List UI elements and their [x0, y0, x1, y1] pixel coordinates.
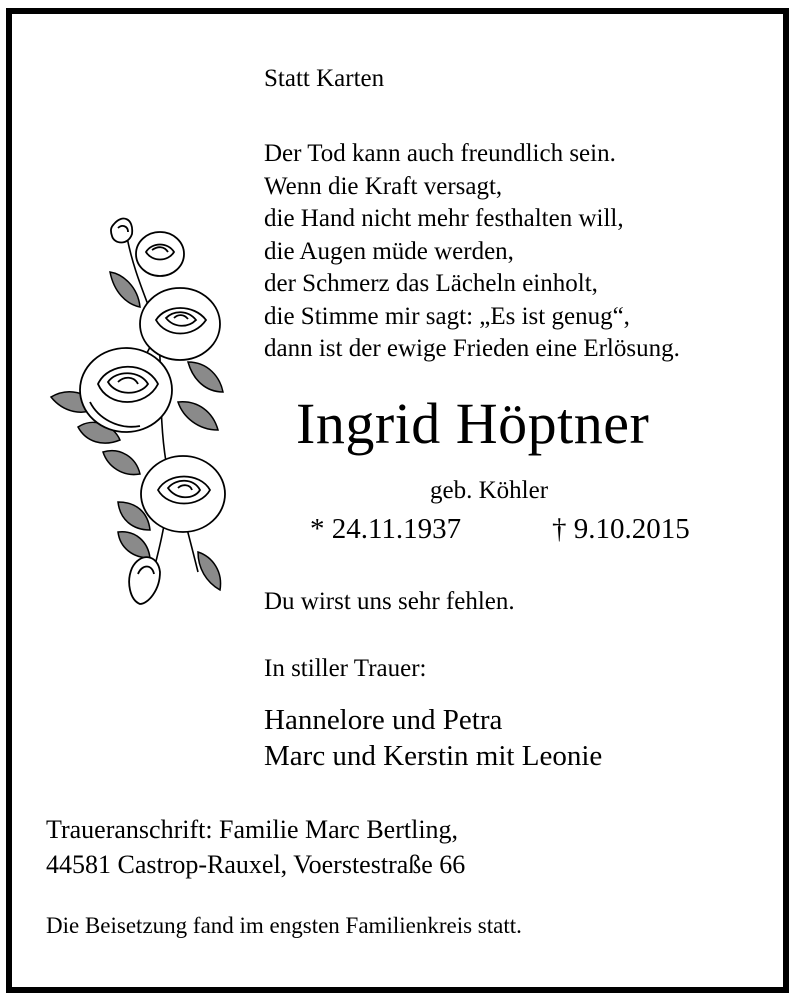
mourner-line: Marc und Kerstin mit Leonie — [264, 740, 603, 772]
mourner-line: Hannelore und Petra — [264, 704, 503, 736]
mourning-address — [46, 812, 465, 882]
roses-icon — [48, 212, 238, 612]
poem-line: Der Tod kann auch freundlich sein. — [264, 140, 616, 167]
mourning-label: In stiller Trauer: — [264, 655, 427, 682]
poem-line: die Hand nicht mehr festhalten will, — [264, 205, 624, 232]
poem-line: dann ist der ewige Frieden eine Erlösung. — [264, 335, 680, 362]
deceased-name: Ingrid Höptner — [296, 391, 650, 456]
poem-line: die Augen müde werden, — [264, 237, 514, 265]
poem — [264, 138, 680, 366]
death-date: † 9.10.2015 — [552, 513, 690, 545]
birth-name: geb. Köhler — [430, 477, 549, 504]
farewell-text: Du wirst uns sehr fehlen. — [264, 588, 515, 615]
poem-line: der Schmerz das Lächeln einholt, — [264, 270, 598, 297]
mourners-list — [264, 702, 602, 774]
burial-note: Die Beisetzung fand im engsten Familienkreis statt. — [46, 913, 522, 938]
birth-date: * 24.11.1937 — [310, 513, 462, 545]
poem-line: Wenn die Kraft versagt, — [264, 172, 503, 200]
address-line: 44581 Castrop-Rauxel, Voerstestraße 66 — [46, 850, 466, 879]
header-text: Statt Karten — [264, 65, 385, 92]
address-line: Traueranschrift: Familie Marc Bertling, — [46, 815, 459, 844]
poem-line: die Stimme mir sagt: „Es ist genug“, — [264, 302, 630, 330]
